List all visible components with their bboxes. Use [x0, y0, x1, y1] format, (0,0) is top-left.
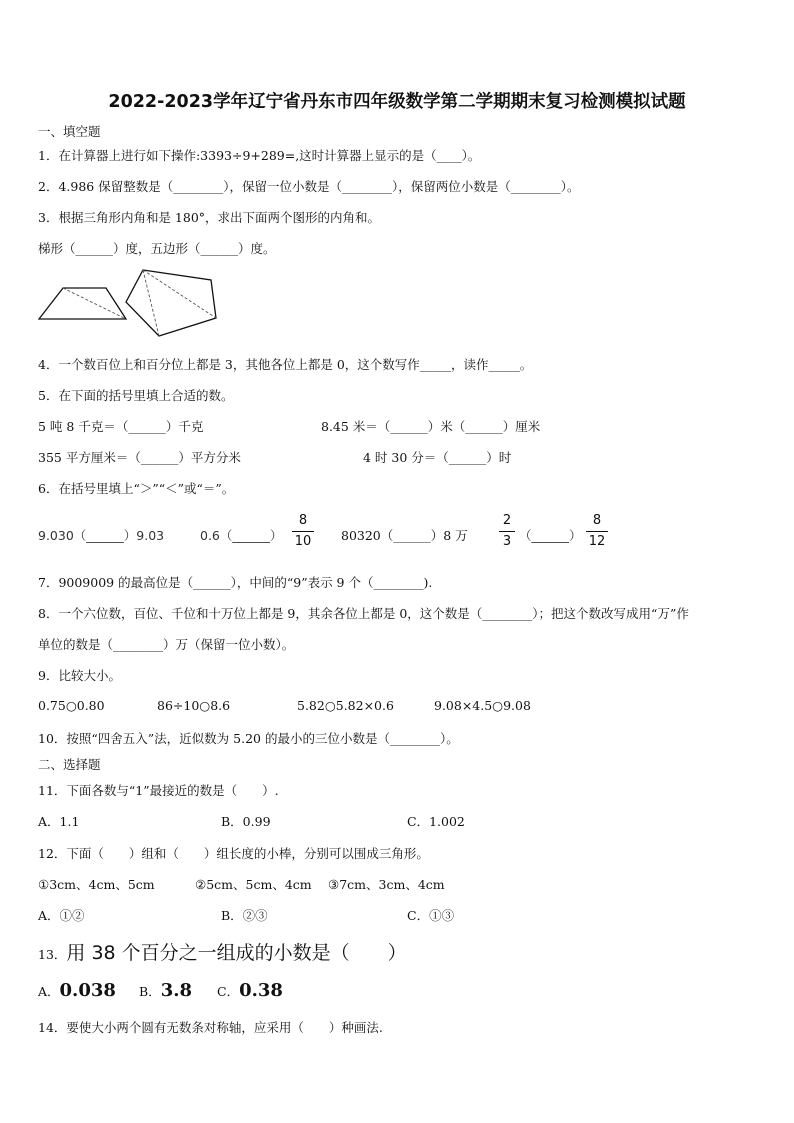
question-5-item-c: 355 平方厘米＝（______）平方分米: [38, 450, 241, 465]
trapezoid-pentagon-figure: [36, 266, 246, 342]
question-12-option-c: C．①③: [407, 908, 455, 923]
question-5-item-a: 5 吨 8 千克＝（______）千克: [38, 419, 204, 434]
question-4: 4．一个数百位上和百分位上都是 3，其他各位上都是 0，这个数写作_____，读作_____。: [38, 357, 533, 372]
option-letter: C．: [217, 984, 240, 999]
question-9-item-b: 86÷10○8.6: [157, 698, 231, 713]
option-value: 0.038: [59, 980, 116, 1001]
trapezoid-shape: [39, 288, 126, 319]
question-6-item-a: 9.030（______）9.03: [38, 528, 165, 543]
question-12-option-b: B．②③: [221, 908, 268, 923]
question-13-option-a: [38, 980, 116, 1001]
page-title: 2022-2023学年辽宁省丹东市四年级数学第二学期期末复习检测模拟试题: [108, 92, 686, 112]
question-9-item-d: 9.08×4.5○9.08: [434, 698, 531, 713]
question-9-item-c: 5.82○5.82×0.6: [297, 698, 394, 713]
question-11-option-a: A．1.1: [38, 814, 80, 829]
fraction-2-3: [499, 512, 515, 551]
question-6-item-b: 0.6（______）: [200, 528, 283, 543]
fraction-numerator: 8: [592, 513, 602, 528]
question-13-option-c: [217, 980, 283, 1001]
question-11: 11．下面各数与“1”最接近的数是（ ）.: [38, 783, 279, 798]
fraction-8-10: [292, 512, 314, 551]
question-3-answers: 梯形（______）度，五边形（______）度。: [38, 241, 276, 256]
fraction-8-12: [586, 512, 608, 551]
fraction-denominator: 12: [588, 534, 606, 549]
question-13-text: 用 38 个百分之一组成的小数是（ ）: [66, 942, 407, 964]
question-3: 3．根据三角形内角和是 180°，求出下面两个图形的内角和。: [38, 210, 381, 225]
question-8: 8．一个六位数，百位、千位和十万位上都是 9，其余各位上都是 0，这个数是（________）；把这个数改写成用“万”作: [38, 606, 689, 621]
fraction-denominator: 10: [294, 534, 312, 549]
question-6-item-d-blank: （______）: [519, 528, 582, 543]
fraction-bar: [586, 531, 608, 532]
question-10: 10．按照“四舍五入”法，近似数为 5.20 的最小的三位小数是（________）。: [38, 731, 459, 746]
question-1: 1．在计算器上进行如下操作:3393÷9+289=,这时计算器上显示的是（____）。: [38, 148, 481, 163]
question-14: 14．要使大小两个圆有无数条对称轴，应采用（ ）种画法.: [38, 1020, 383, 1035]
question-13: [38, 938, 407, 965]
option-letter: A．: [38, 984, 60, 999]
question-8-line-2: 单位的数是（________）万（保留一位小数）。: [38, 637, 295, 652]
question-11-option-b: B．0.99: [221, 814, 271, 829]
question-5: 5．在下面的括号里填上合适的数。: [38, 388, 234, 403]
question-9-item-a: 0.75○0.80: [38, 698, 105, 713]
question-7: 7．9009009 的最高位是（______），中间的“9”表示 9 个（________).: [38, 575, 433, 590]
question-12-set-3: ③7cm、3cm、4cm: [328, 877, 445, 892]
question-13-number: 13．: [38, 947, 67, 962]
section-multiple-choice: 二、选择题: [38, 757, 101, 772]
question-9: 9．比较大小。: [38, 668, 121, 683]
fraction-bar: [292, 531, 314, 532]
question-2: 2．4.986 保留整数是（________），保留一位小数是（________），保留两位小数是（________）。: [38, 179, 580, 194]
option-letter: B．: [139, 984, 161, 999]
question-11-option-c: C．1.002: [407, 814, 465, 829]
question-6-item-c: 80320（______）8 万: [341, 528, 468, 543]
question-6: 6．在括号里填上“＞”“＜”或“＝”。: [38, 481, 235, 496]
question-12: 12．下面（ ）组和（ ）组长度的小棒，分别可以围成三角形。: [38, 846, 429, 861]
option-value: 0.38: [239, 980, 283, 1001]
fraction-numerator: 8: [298, 513, 308, 528]
fraction-bar: [499, 531, 515, 532]
question-12-option-a: A．①②: [38, 908, 85, 923]
question-12-set-1: ①3cm、4cm、5cm: [38, 877, 155, 892]
question-5-item-d: 4 时 30 分＝（______）时: [363, 450, 512, 465]
option-value: 3.8: [160, 980, 193, 1001]
question-5-item-b: 8.45 米＝（______）米（______）厘米: [321, 419, 541, 434]
question-13-option-b: [139, 980, 192, 1001]
fraction-numerator: 2: [502, 513, 512, 528]
pentagon-shape: [126, 270, 216, 336]
fraction-denominator: 3: [502, 534, 512, 549]
section-fill-blank: 一、填空题: [38, 124, 101, 139]
question-12-set-2: ②5cm、5cm、4cm: [195, 877, 312, 892]
